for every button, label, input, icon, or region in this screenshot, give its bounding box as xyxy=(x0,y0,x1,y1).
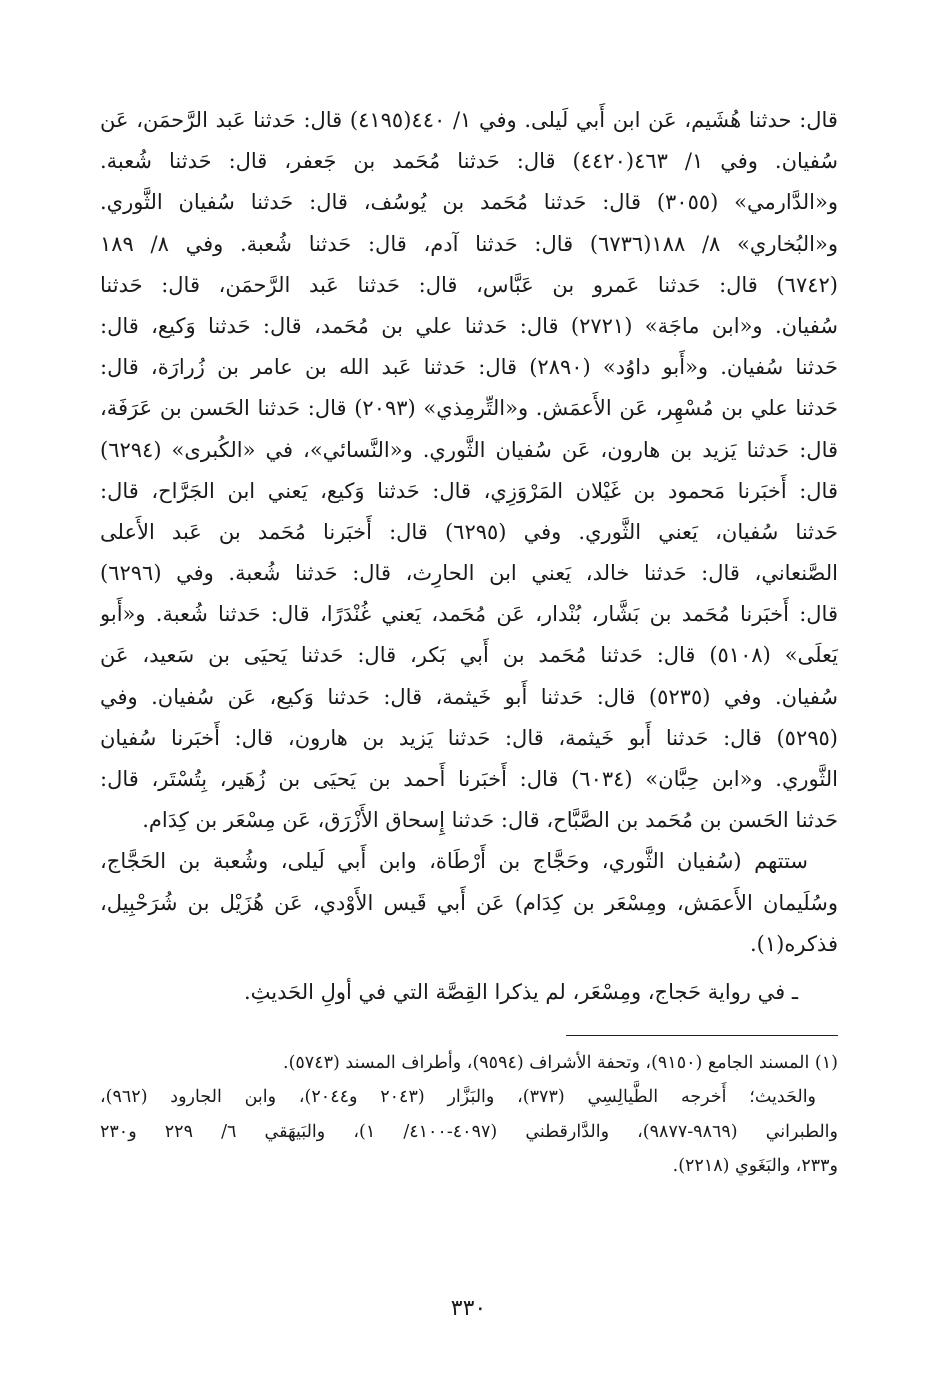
summary-line: فذكره(١). xyxy=(750,931,838,956)
body-line: سُفيان. وفي ١/ ٤٦٣(٤٤٢٠) قال: حَدثنا مُحَمد بن جَعفر، قال: حَدثنا شُعبة. xyxy=(100,149,838,174)
body-line: و«البُخاري» ٨/ ١٨٨(٦٧٣٦) قال: حَدثنا آدم، قال: حَدثنا شُعبة. وفي ٨/ ١٨٩ xyxy=(100,231,838,256)
footnote-line: (١) المسند الجامع (٩١٥٠)، وتحفة الأشراف (٩٥٩٤)، وأطراف المسند (٥٧٤٣). xyxy=(283,1052,838,1073)
body-line: سُفيان. وفي (٥٢٣٥) قال: حَدثنا أَبو خَيثمة، قال: حَدثنا وَكيع، عَن سُفيان. وفي xyxy=(100,684,838,709)
body-line: حَدثنا سُفيان. و«أَبو داوُد» (٢٨٩٠) قال: حَدثنا عَبد الله بن عامر بن زُرارَة، قال: xyxy=(100,355,838,380)
body-line: و«الدَّارمي» (٣٠٥٥) قال: حَدثنا مُحَمد بن يُوسُف، قال: حَدثنا سُفيان الثَّوري. xyxy=(100,190,838,215)
summary-line: ستتهم (سُفيان الثَّوري، وحَجَّاج بن أَرْطَاة، وابن أَبي لَيلى، وشُعبة بن الحَجَّاج، xyxy=(100,849,808,874)
summary-line: وسُلَيمان الأَعمَش، ومِسْعَر بن كِدَام) عَن أَبي قَيس الأَوْدي، عَن هُزَيْل بن شُرَحْبِيل، xyxy=(100,890,838,915)
body-line: قال: أَخبَرنا مَحمود بن غَيْلان المَرْوَزِي، قال: حَدثنا وَكيع، يَعني ابن الجَرَّاح، قال: xyxy=(100,478,838,503)
body-line: حَدثنا سُفيان، يَعني الثَّوري. وفي (٦٢٩٥) قال: أَخبَرنا مُحَمد بن عَبد الأَعلى xyxy=(100,519,838,544)
body-line: (٥٢٩٥) قال: حَدثنا أَبو خَيثمة، قال: حَدثنا يَزيد بن هارون، قال: أَخبَرنا سُفيان xyxy=(100,725,838,750)
body-line: يَعلَى» (٥١٠٨) قال: حَدثنا مُحَمد بن أَبي بَكر، قال: حَدثنا يَحيَى بن سَعيد، عَن xyxy=(100,643,838,668)
body-line: حَدثنا الحَسن بن مُحَمد بن الصَّبَّاح، قال: حَدثنا إِسحاق الأَزْرَق، عَن مِسْعَر بن كِدَام. xyxy=(142,808,838,833)
body-line: قال: أَخبَرنا مُحَمد بن بَشَّار، بُنْدار، عَن مُحَمد، يَعني غُنْدَرًا، قال: حَدثنا شُعبة. و«أَبو xyxy=(100,602,838,627)
body-line: سُفيان. و«ابن ماجَة» (٢٧٢١) قال: حَدثنا علي بن مُحَمد، قال: حَدثنا وَكيع، قال: xyxy=(100,313,838,338)
main-text xyxy=(100,100,838,1013)
body-line: قال: حَدثنا يَزيد بن هارون، عَن سُفيان الثَّوري. و«النَّسائي»، في «الكُبرى» (٦٢٩٤) xyxy=(100,437,838,462)
page-content xyxy=(100,100,838,1184)
body-line: (٦٧٤٢) قال: حَدثنا عَمرو بن عَبَّاس، قال: حَدثنا عَبد الرَّحمَن، قال: حَدثنا xyxy=(100,272,838,297)
footnote-line: والطبراني (٩٨٦٩-٩٨٧٧)، والدَّارقطني (٤٠٩٧-٤١٠٠/ ١)، والبَيهَقي ٦/ ٢٢٩ و٢٣٠ xyxy=(100,1121,838,1142)
note-line: ـ في رواية حَجاج، ومِسْعَر، لم يذكرا القِصَّة التي في أولِ الحَديثِ. xyxy=(243,979,798,1004)
body-line: حَدثنا علي بن مُسْهِر، عَن الأَعمَش. و«التِّرمِذي» (٢٠٩٣) قال: حَدثنا الحَسن بن عَرَفَة، xyxy=(100,396,838,421)
body-line: الصَّنعاني، قال: حَدثنا خالد، يَعني ابن الحارِث، قال: حَدثنا شُعبة. وفي (٦٢٩٦) xyxy=(100,561,838,586)
footnote-separator xyxy=(566,1035,838,1036)
footnote-line: و٢٣٣، والبَغَوي (٢٢١٨). xyxy=(672,1156,838,1177)
footnotes xyxy=(100,1046,838,1184)
page-number: ٣٣٠ xyxy=(450,1296,487,1321)
footnote-line: والحَديث؛ أَخرجه الطَّيالِسِي (٣٧٣)، والبَزَّار (٢٠٤٣ و٢٠٤٤)، وابن الجارود (٩٦٢)، xyxy=(100,1087,817,1108)
body-line: الثَّوري. و«ابن حِبَّان» (٦٠٣٤) قال: أَخبَرنا أَحمد بن يَحيَى بن زُهَير، بِتُسْتَر، قال: xyxy=(100,767,838,791)
body-line: قال: حدثنا هُشَيم، عَن ابن أَبي لَيلى. وفي ١/ ٤٤٠(٤١٩٥) قال: حَدثنا عَبد الرَّحمَن، عَن xyxy=(100,108,838,132)
